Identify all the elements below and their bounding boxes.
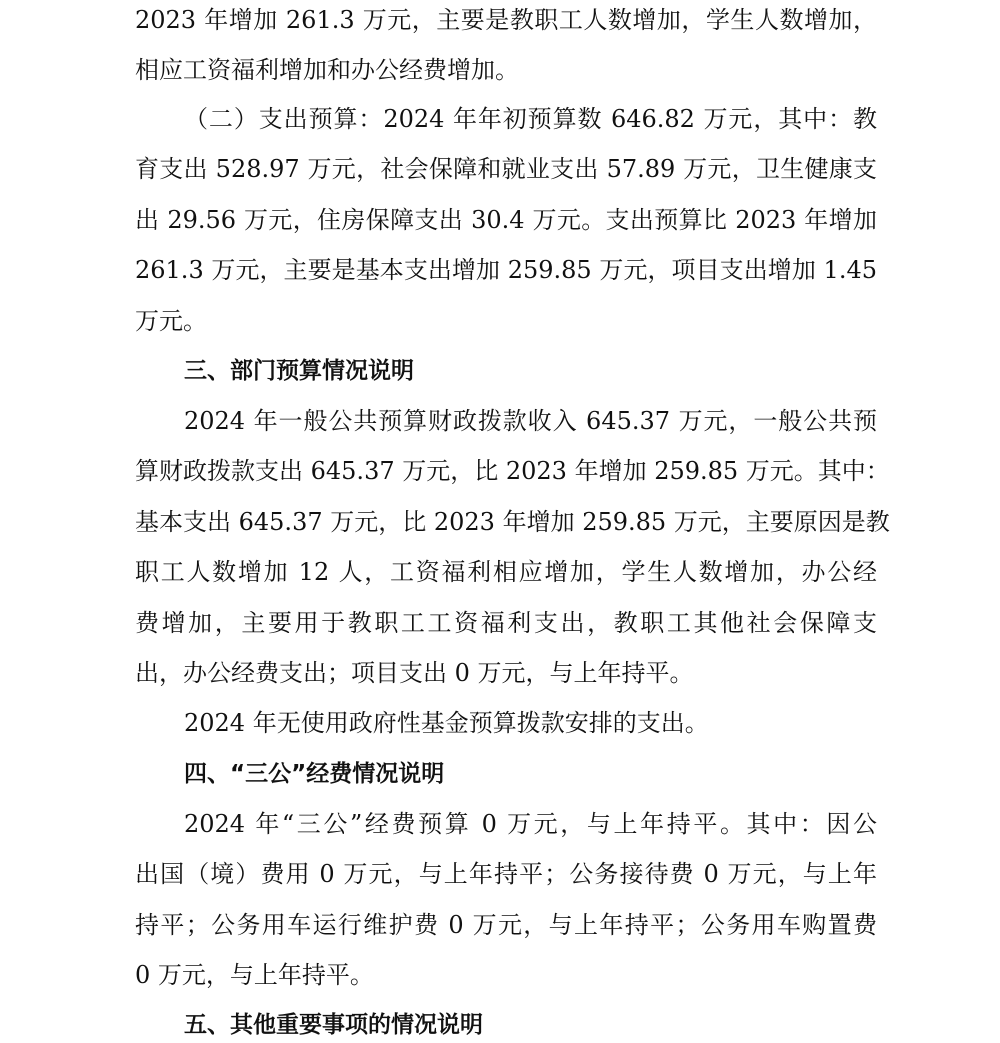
body-text-line: 2024 年无使用政府性基金预算拨款安排的支出。 (184, 709, 709, 737)
body-text-line: 费增加，主要用于教职工工资福利支出，教职工其他社会保障支 (135, 609, 877, 637)
body-text-line: 算财政拨款支出 645.37 万元，比 2023 年增加 259.85 万元。其中： (135, 457, 890, 485)
body-text-line: 2023 年增加 261.3 万元，主要是教职工人数增加，学生人数增加， (135, 6, 877, 34)
section-heading-5: 五、其他重要事项的情况说明 (184, 1012, 483, 1038)
body-text-line: 出国（境）费用 0 万元，与上年持平；公务接待费 0 万元，与上年 (135, 860, 877, 888)
body-text-line: 持平；公务用车运行维护费 0 万元，与上年持平；公务用车购置费 (135, 911, 877, 939)
section-heading-4: 四、“三公”经费情况说明 (184, 761, 445, 787)
body-text-line: 2024 年“三公”经费预算 0 万元，与上年持平。其中：因公 (184, 810, 877, 838)
subsection-budget-expenditure-line: （二）支出预算：2024 年年初预算数 646.82 万元，其中：教 (184, 105, 877, 133)
body-text-line: 0 万元，与上年持平。 (135, 961, 374, 989)
body-text-line: 育支出 528.97 万元，社会保障和就业支出 57.89 万元，卫生健康支 (135, 155, 877, 183)
body-text-line: 相应工资福利增加和办公经费增加。 (135, 56, 519, 84)
section-heading-3: 三、部门预算情况说明 (184, 358, 414, 384)
body-text-line: 万元。 (135, 307, 207, 335)
body-text-line: 2024 年一般公共预算财政拨款收入 645.37 万元，一般公共预 (184, 407, 877, 435)
body-text-line: 职工人数增加 12 人，工资福利相应增加，学生人数增加，办公经 (135, 558, 877, 586)
body-text-line: 261.3 万元，主要是基本支出增加 259.85 万元，项目支出增加 1.45 (135, 256, 877, 284)
body-text-line: 基本支出 645.37 万元，比 2023 年增加 259.85 万元，主要原因是教 (135, 508, 890, 536)
body-text-line: 出，办公经费支出；项目支出 0 万元，与上年持平。 (135, 659, 694, 687)
body-text-line: 出 29.56 万元，住房保障支出 30.4 万元。支出预算比 2023 年增加 (135, 206, 877, 234)
